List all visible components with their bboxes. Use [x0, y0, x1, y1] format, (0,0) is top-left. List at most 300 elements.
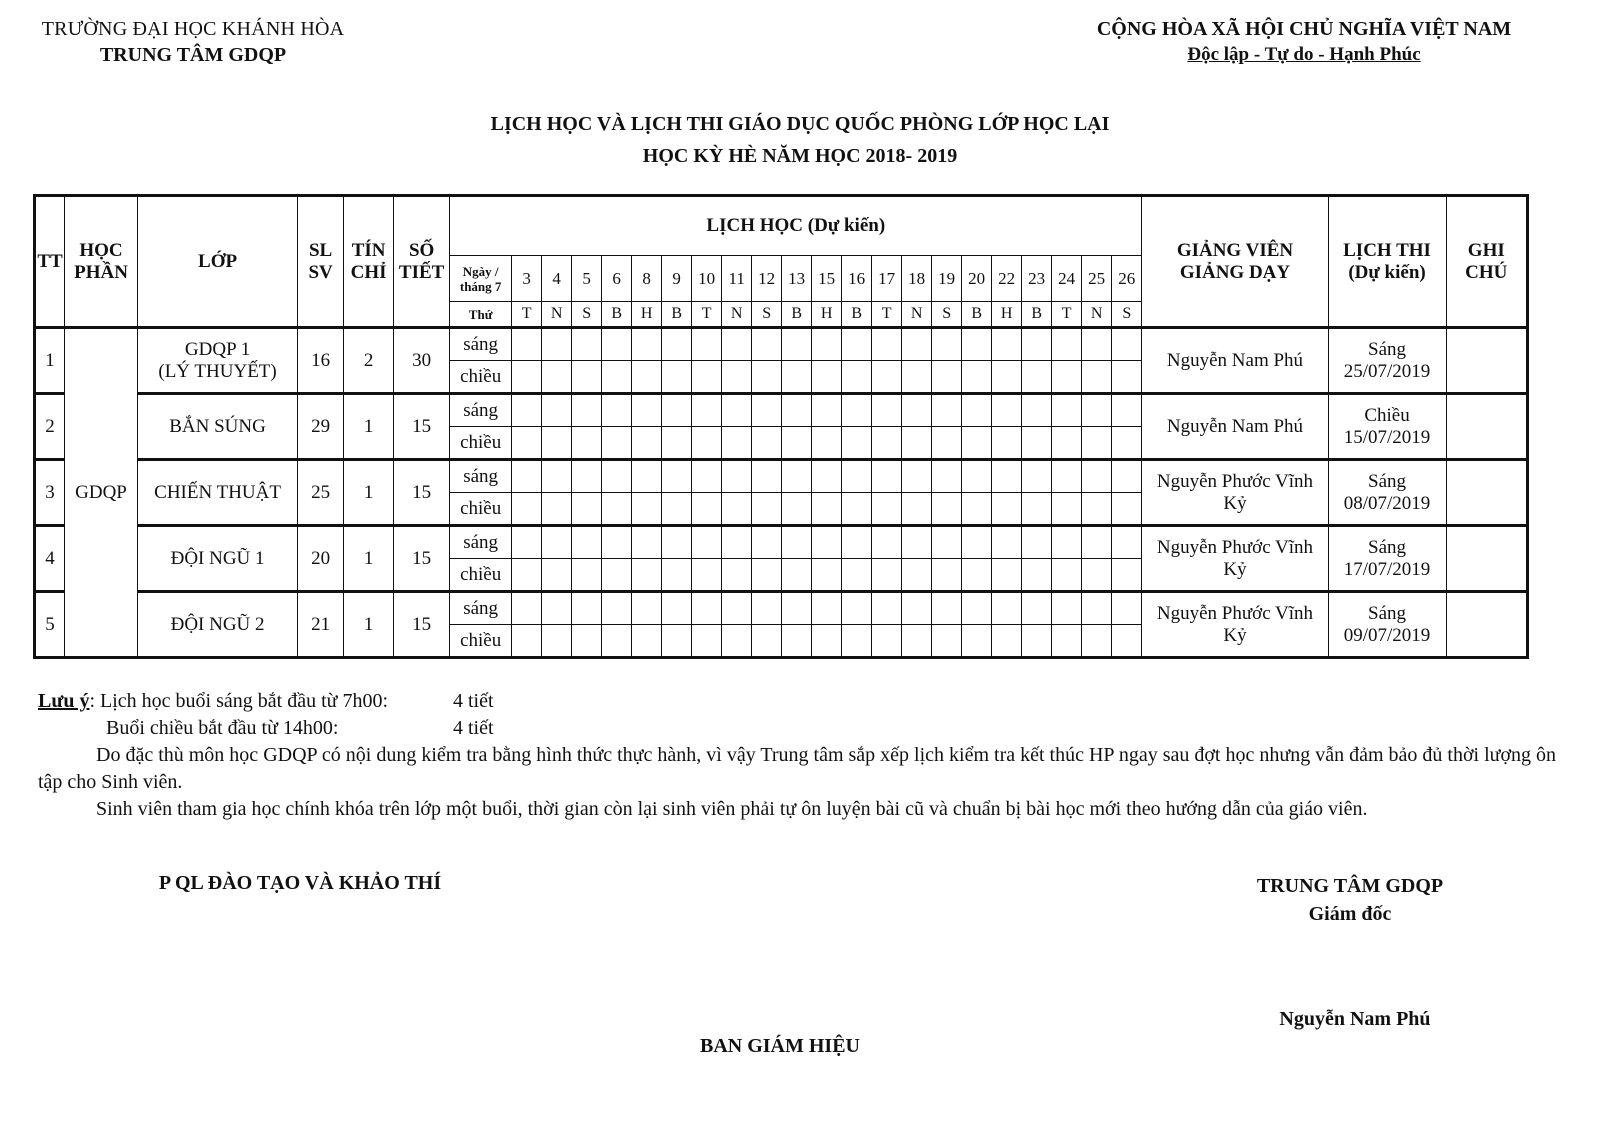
- schedule-cell: [842, 526, 872, 559]
- schedule-cell: [782, 361, 812, 394]
- schedule-cell: [542, 328, 572, 361]
- schedule-cell: [662, 625, 692, 658]
- date-header: 26: [1112, 256, 1142, 302]
- notes-morning-periods: 4 tiết: [453, 690, 494, 712]
- date-header: 10: [692, 256, 722, 302]
- schedule-cell: [1052, 526, 1082, 559]
- schedule-cell: [1112, 592, 1142, 625]
- schedule-cell: [542, 559, 572, 592]
- schedule-cell: [632, 361, 662, 394]
- giang-vien-line-2: Kỷ: [1223, 558, 1247, 580]
- schedule-cell: [782, 526, 812, 559]
- schedule-cell: [872, 592, 902, 625]
- ghi-chu-cell: [1446, 460, 1527, 526]
- schedule-cell: [932, 592, 962, 625]
- lop-line-1: GDQP 1: [184, 338, 251, 360]
- schedule-cell: [602, 394, 632, 427]
- date-header: 11: [722, 256, 752, 302]
- schedule-cell: [542, 394, 572, 427]
- session-label: chiều: [450, 625, 512, 658]
- schedule-cell: [542, 493, 572, 526]
- notes-label: Lưu ý: [38, 690, 90, 712]
- giang-vien-line-2: Kỷ: [1223, 624, 1247, 646]
- giang-vien-cell: [1142, 460, 1328, 526]
- table-row: [35, 460, 1528, 493]
- schedule-cell: [572, 427, 602, 460]
- so-tiet-cell: 15: [394, 394, 450, 460]
- schedule-cell: [1082, 328, 1112, 361]
- lop-line-1: BẮN SÚNG: [169, 415, 266, 437]
- schedule-cell: [962, 394, 992, 427]
- schedule-cell: [842, 394, 872, 427]
- schedule-cell: [962, 460, 992, 493]
- schedule-cell: [752, 361, 782, 394]
- schedule-cell: [722, 328, 752, 361]
- schedule-cell: [1112, 460, 1142, 493]
- session-label: sáng: [450, 328, 512, 361]
- signature-right-org: TRUNG TÂM GDQP: [1256, 875, 1444, 897]
- schedule-cell: [752, 394, 782, 427]
- header-hoc-phan: HỌC PHẦN: [65, 196, 138, 328]
- date-header: 24: [1052, 256, 1082, 302]
- schedule-cell: [812, 559, 842, 592]
- lop-cell: [138, 328, 298, 394]
- weekday-header: H: [632, 302, 662, 328]
- schedule-cell: [962, 361, 992, 394]
- weekday-header: B: [1022, 302, 1052, 328]
- title-line-2: HỌC KỲ HÈ NĂM HỌC 2018- 2019: [642, 145, 958, 167]
- schedule-cell: [992, 559, 1022, 592]
- schedule-cell: [512, 526, 542, 559]
- date-header: 4: [542, 256, 572, 302]
- schedule-cell: [662, 493, 692, 526]
- schedule-cell: [782, 460, 812, 493]
- schedule-cell: [1112, 493, 1142, 526]
- national-title: CỘNG HÒA XÃ HỘI CHỦ NGHĨA VIỆT NAM: [1096, 18, 1512, 40]
- schedule-mark: [692, 427, 722, 460]
- schedule-cell: [812, 493, 842, 526]
- schedule-cell: [692, 460, 722, 493]
- university-name: TRƯỜNG ĐẠI HỌC KHÁNH HÒA: [41, 18, 345, 40]
- schedule-cell: [812, 625, 842, 658]
- schedule-cell: [932, 427, 962, 460]
- header-thu: Thứ: [450, 302, 512, 328]
- row-tt: 1: [35, 328, 65, 394]
- schedule-cell: [752, 493, 782, 526]
- lich-thi-cell: [1328, 460, 1446, 526]
- date-header: 16: [842, 256, 872, 302]
- weekday-header: T: [872, 302, 902, 328]
- giang-vien-line-1: Nguyễn Phước Vĩnh: [1156, 470, 1314, 492]
- giang-vien-line-2: Kỷ: [1223, 492, 1247, 514]
- weekday-header: B: [782, 302, 812, 328]
- schedule-cell: [512, 361, 542, 394]
- schedule-cell: [1082, 427, 1112, 460]
- schedule-cell: [962, 625, 992, 658]
- date-header: 3: [512, 256, 542, 302]
- header-sl-sv: SL SV: [298, 196, 344, 328]
- lich-thi-date: 08/07/2019: [1343, 492, 1431, 514]
- schedule-cell: [1022, 460, 1052, 493]
- schedule-cell: [1082, 394, 1112, 427]
- schedule-cell: [782, 625, 812, 658]
- schedule-cell: [512, 592, 542, 625]
- weekday-header: H: [992, 302, 1022, 328]
- schedule-cell: [992, 493, 1022, 526]
- lich-thi-session: Sáng: [1368, 470, 1407, 492]
- schedule-cell: [1082, 526, 1112, 559]
- schedule-cell: [602, 328, 632, 361]
- lich-thi-date: 09/07/2019: [1343, 624, 1431, 646]
- schedule-mark: [542, 460, 572, 493]
- schedule-cell: [1112, 526, 1142, 559]
- schedule-cell: [1112, 394, 1142, 427]
- schedule-cell: [812, 427, 842, 460]
- schedule-cell: [902, 526, 932, 559]
- schedule-cell: [932, 625, 962, 658]
- schedule-cell: [542, 592, 572, 625]
- schedule-cell: [602, 559, 632, 592]
- giang-vien-line-1: Nguyễn Nam Phú: [1166, 415, 1304, 437]
- header-lop: LỚP: [138, 196, 298, 328]
- schedule-cell: [692, 328, 722, 361]
- schedule-mark: [782, 328, 812, 361]
- signature-left: P QL ĐÀO TẠO VÀ KHẢO THÍ: [158, 872, 442, 894]
- schedule-cell: [1052, 493, 1082, 526]
- schedule-cell: [1082, 592, 1112, 625]
- schedule-cell: [782, 427, 812, 460]
- lich-thi-session: Sáng: [1368, 536, 1407, 558]
- schedule-cell: [842, 625, 872, 658]
- schedule-cell: [512, 328, 542, 361]
- schedule-cell: [872, 526, 902, 559]
- schedule-cell: [722, 526, 752, 559]
- schedule-cell: [1052, 361, 1082, 394]
- weekday-header: T: [512, 302, 542, 328]
- schedule-cell: [962, 427, 992, 460]
- schedule-cell: [842, 361, 872, 394]
- schedule-cell: [782, 493, 812, 526]
- lop-line-1: ĐỘI NGŨ 1: [170, 547, 265, 569]
- giang-vien-line-1: Nguyễn Nam Phú: [1166, 349, 1304, 371]
- schedule-cell: [572, 493, 602, 526]
- schedule-cell: [692, 625, 722, 658]
- sl-sv-cell: 21: [298, 592, 344, 658]
- schedule-cell: [752, 625, 782, 658]
- schedule-cell: [602, 592, 632, 625]
- schedule-cell: [902, 559, 932, 592]
- schedule-cell: [512, 625, 542, 658]
- lop-line-1: CHIẾN THUẬT: [154, 481, 281, 503]
- header-so-tiet: SỐ TIẾT: [394, 196, 450, 328]
- lich-thi-session: Sáng: [1368, 338, 1407, 360]
- schedule-cell: [662, 427, 692, 460]
- schedule-cell: [722, 361, 752, 394]
- schedule-cell: [572, 394, 602, 427]
- notes-afternoon-start: Buổi chiều bắt đầu từ 14h00:: [106, 717, 339, 739]
- schedule-cell: [752, 559, 782, 592]
- schedule-cell: [932, 493, 962, 526]
- schedule-cell: [872, 460, 902, 493]
- schedule-cell: [542, 361, 572, 394]
- weekday-header: T: [1052, 302, 1082, 328]
- schedule-mark: [752, 427, 782, 460]
- schedule-cell: [1052, 427, 1082, 460]
- giang-vien-cell: [1142, 394, 1328, 460]
- signature-right-role: Giám đốc: [1308, 903, 1392, 925]
- schedule-mark: [602, 625, 632, 658]
- lich-thi-date: 15/07/2019: [1343, 426, 1431, 448]
- header-right: [1080, 16, 1528, 68]
- schedule-mark: [632, 592, 662, 625]
- schedule-cell: [692, 361, 722, 394]
- giang-vien-line-1: Nguyễn Phước Vĩnh: [1156, 602, 1314, 624]
- weekday-header: B: [842, 302, 872, 328]
- session-label: chiều: [450, 559, 512, 592]
- schedule-cell: [1052, 592, 1082, 625]
- schedule-cell: [902, 592, 932, 625]
- so-tiet-cell: 30: [394, 328, 450, 394]
- schedule-cell: [1082, 460, 1112, 493]
- schedule-cell: [692, 394, 722, 427]
- document-title: [0, 108, 1600, 172]
- schedule-mark: [572, 460, 602, 493]
- schedule-cell: [662, 328, 692, 361]
- weekday-header: S: [572, 302, 602, 328]
- schedule-cell: [992, 625, 1022, 658]
- header-left: [38, 16, 348, 68]
- tin-chi-cell: 1: [344, 460, 394, 526]
- session-label: sáng: [450, 460, 512, 493]
- signature-right: [1230, 872, 1470, 928]
- lop-line-1: ĐỘI NGŨ 2: [170, 613, 265, 635]
- ghi-chu-cell: [1446, 328, 1527, 394]
- schedule-cell: [542, 427, 572, 460]
- schedule-cell: [992, 526, 1022, 559]
- header-lich-thi: LỊCH THI (Dự kiến): [1328, 196, 1446, 328]
- header-ngay-thang: Ngày / tháng 7: [450, 256, 512, 302]
- schedule-cell: [1022, 559, 1052, 592]
- schedule-cell: [1022, 526, 1052, 559]
- schedule-cell: [1052, 559, 1082, 592]
- header-tt: TT: [35, 196, 65, 328]
- giang-vien-cell: [1142, 526, 1328, 592]
- date-header: 23: [1022, 256, 1052, 302]
- tin-chi-cell: 1: [344, 592, 394, 658]
- schedule-cell: [722, 625, 752, 658]
- schedule-cell: [662, 394, 692, 427]
- schedule-cell: [932, 559, 962, 592]
- date-header: 8: [632, 256, 662, 302]
- schedule-cell: [632, 460, 662, 493]
- schedule-cell: [572, 328, 602, 361]
- schedule-cell: [902, 493, 932, 526]
- session-label: sáng: [450, 394, 512, 427]
- schedule-cell: [812, 526, 842, 559]
- schedule-cell: [632, 625, 662, 658]
- schedule-mark: [992, 361, 1022, 394]
- table-row: [35, 526, 1528, 559]
- schedule-cell: [1082, 559, 1112, 592]
- schedule-cell: [512, 493, 542, 526]
- date-header: 15: [812, 256, 842, 302]
- date-header: 5: [572, 256, 602, 302]
- weekday-header: N: [722, 302, 752, 328]
- table-row: [35, 328, 1528, 361]
- schedule-cell: [992, 460, 1022, 493]
- schedule-cell: [1112, 625, 1142, 658]
- schedule-cell: [812, 592, 842, 625]
- lich-thi-date: 25/07/2019: [1343, 360, 1431, 382]
- schedule-cell: [1052, 625, 1082, 658]
- schedule-cell: [752, 460, 782, 493]
- schedule-cell: [932, 526, 962, 559]
- lop-cell: [138, 460, 298, 526]
- schedule-mark: [632, 427, 662, 460]
- lich-thi-cell: [1328, 592, 1446, 658]
- schedule-cell: [752, 592, 782, 625]
- schedule-cell: [692, 493, 722, 526]
- schedule-cell: [632, 559, 662, 592]
- schedule-cell: [842, 460, 872, 493]
- schedule-cell: [602, 361, 632, 394]
- schedule-cell: [992, 328, 1022, 361]
- lich-thi-cell: [1328, 526, 1446, 592]
- schedule-cell: [572, 361, 602, 394]
- schedule-cell: [872, 394, 902, 427]
- notes-morning-start: : Lịch học buổi sáng bắt đầu từ 7h00:: [89, 690, 389, 712]
- notes-afternoon-periods: 4 tiết: [453, 717, 494, 739]
- schedule-cell: [902, 361, 932, 394]
- schedule-mark: [932, 328, 962, 361]
- schedule-mark: [512, 460, 542, 493]
- session-label: chiều: [450, 493, 512, 526]
- so-tiet-cell: 15: [394, 460, 450, 526]
- sl-sv-cell: 16: [298, 328, 344, 394]
- weekday-header: B: [602, 302, 632, 328]
- schedule-mark: [662, 526, 692, 559]
- signature-center: BAN GIÁM HIỆU: [699, 1035, 860, 1057]
- schedule-cell: [1022, 328, 1052, 361]
- schedule-cell: [722, 460, 752, 493]
- lich-thi-cell: [1328, 328, 1446, 394]
- date-header: 19: [932, 256, 962, 302]
- schedule-cell: [692, 559, 722, 592]
- schedule-cell: [902, 625, 932, 658]
- lop-cell: [138, 592, 298, 658]
- schedule-cell: [662, 460, 692, 493]
- schedule-cell: [992, 427, 1022, 460]
- schedule-cell: [872, 625, 902, 658]
- giang-vien-cell: [1142, 592, 1328, 658]
- schedule-cell: [1082, 361, 1112, 394]
- national-motto: Độc lập - Tự do - Hạnh Phúc: [1187, 44, 1421, 65]
- row-tt: 3: [35, 460, 65, 526]
- weekday-header: N: [902, 302, 932, 328]
- schedule-mark: [752, 526, 782, 559]
- lich-thi-date: 17/07/2019: [1343, 558, 1431, 580]
- date-header: 9: [662, 256, 692, 302]
- schedule-cell: [602, 526, 632, 559]
- schedule-cell: [1082, 625, 1112, 658]
- schedule-cell: [872, 427, 902, 460]
- schedule-mark: [602, 460, 632, 493]
- schedule-cell: [872, 559, 902, 592]
- session-label: sáng: [450, 526, 512, 559]
- row-tt: 4: [35, 526, 65, 592]
- schedule-cell: [992, 394, 1022, 427]
- table-row: [35, 394, 1528, 427]
- schedule-cell: [632, 394, 662, 427]
- schedule-cell: [932, 460, 962, 493]
- schedule-cell: [962, 592, 992, 625]
- schedule-cell: [992, 592, 1022, 625]
- schedule-cell: [1022, 625, 1052, 658]
- session-label: sáng: [450, 592, 512, 625]
- date-header: 17: [872, 256, 902, 302]
- schedule-cell: [812, 328, 842, 361]
- schedule-cell: [1112, 361, 1142, 394]
- center-name: TRUNG TÂM GDQP: [99, 44, 287, 66]
- schedule-mark: [962, 328, 992, 361]
- lich-thi-session: Sáng: [1368, 602, 1407, 624]
- date-header: 25: [1082, 256, 1112, 302]
- schedule-cell: [632, 493, 662, 526]
- schedule-cell: [662, 559, 692, 592]
- schedule-cell: [1022, 361, 1052, 394]
- schedule-mark: [902, 328, 932, 361]
- session-label: chiều: [450, 427, 512, 460]
- ghi-chu-cell: [1446, 526, 1527, 592]
- schedule-cell: [902, 394, 932, 427]
- schedule-cell: [512, 559, 542, 592]
- schedule-mark: [692, 526, 722, 559]
- schedule-cell: [782, 592, 812, 625]
- schedule-cell: [542, 526, 572, 559]
- schedule-mark: [572, 625, 602, 658]
- schedule-mark: [872, 361, 902, 394]
- schedule-cell: [932, 394, 962, 427]
- notes: [38, 688, 1558, 823]
- giang-vien-cell: [1142, 328, 1328, 394]
- schedule-cell: [1082, 493, 1112, 526]
- weekday-header: T: [692, 302, 722, 328]
- schedule-cell: [1022, 394, 1052, 427]
- header-giang-vien: GIẢNG VIÊN GIẢNG DẠY: [1142, 196, 1328, 328]
- so-tiet-cell: 15: [394, 592, 450, 658]
- schedule-cell: [962, 493, 992, 526]
- notes-paragraph-1: Do đặc thù môn học GDQP có nội dung kiểm tra bằng hình thức thực hành, vì vậy Trung tâm sắp xếp lịch kiểm tra kết thúc HP ngay sau đợt học nhưng vẫn đảm bảo đủ thời lượng ôn tập cho Sinh viên.: [38, 744, 1557, 793]
- ghi-chu-cell: [1446, 394, 1527, 460]
- schedule-mark: [842, 328, 872, 361]
- schedule-cell: [632, 526, 662, 559]
- tin-chi-cell: 2: [344, 328, 394, 394]
- so-tiet-cell: 15: [394, 526, 450, 592]
- schedule-mark: [722, 559, 752, 592]
- tin-chi-cell: 1: [344, 394, 394, 460]
- schedule-cell: [1112, 328, 1142, 361]
- schedule-cell: [1022, 427, 1052, 460]
- schedule-cell: [812, 460, 842, 493]
- session-label: chiều: [450, 361, 512, 394]
- schedule-cell: [512, 394, 542, 427]
- lich-thi-session: Chiều: [1364, 404, 1410, 426]
- schedule-cell: [782, 394, 812, 427]
- weekday-header: N: [1082, 302, 1112, 328]
- schedule-cell: [722, 427, 752, 460]
- schedule-cell: [632, 328, 662, 361]
- date-header: 18: [902, 256, 932, 302]
